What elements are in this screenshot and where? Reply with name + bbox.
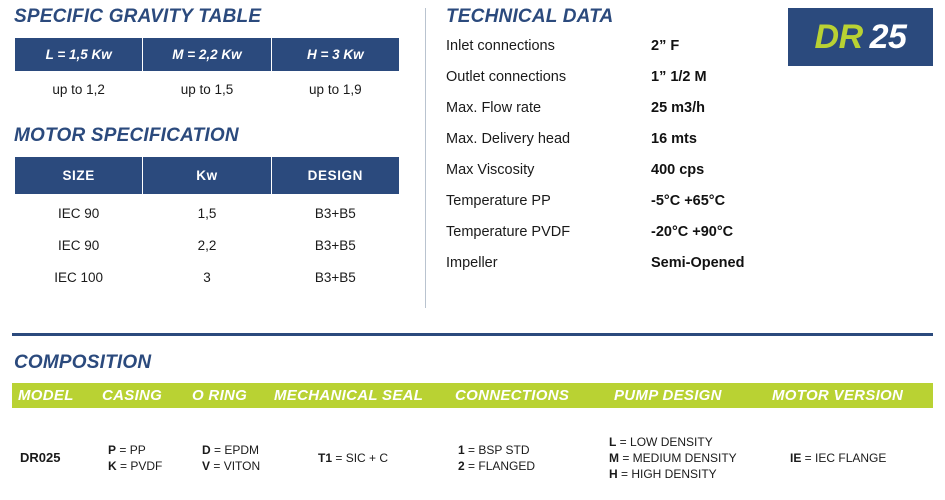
- comp-connections-item-0: 1 = BSP STD: [458, 443, 530, 457]
- sg-header-m: M = 2,2 Kw: [143, 38, 271, 72]
- composition-header-bar: [12, 383, 933, 408]
- comp-header-o-ring: O RING: [192, 387, 248, 404]
- sg-value-h: up to 1,9: [271, 72, 399, 104]
- composition-body: [12, 430, 933, 492]
- motor-cell-design: B3+B5: [271, 227, 399, 259]
- motor-cell-kw: 2,2: [143, 227, 271, 259]
- technical-data-section: [446, 6, 776, 286]
- tech-row: [446, 100, 776, 131]
- technical-data-title: TECHNICAL DATA: [446, 6, 614, 27]
- left-column: [14, 6, 414, 291]
- comp-connections-values: [458, 442, 535, 474]
- table-row: [15, 72, 400, 104]
- motor-cell-size: IEC 90: [15, 195, 143, 228]
- tech-label: Max. Flow rate: [446, 100, 542, 116]
- tech-value: -5°C +65°C: [651, 193, 726, 209]
- motor-header-kw: Kw: [143, 157, 271, 195]
- table-header-row: [15, 38, 400, 72]
- comp-header-model: MODEL: [18, 387, 74, 404]
- comp-pump-design-item-0: L = LOW DENSITY: [609, 435, 713, 449]
- comp-model-value: DR025: [20, 450, 61, 465]
- comp-connections-item-1: 2 = FLANGED: [458, 459, 536, 473]
- tech-value: -20°C +90°C: [651, 224, 734, 240]
- comp-oring-item-0: D = EPDM: [202, 443, 260, 457]
- table-row: [15, 259, 400, 291]
- motor-cell-design: B3+B5: [271, 259, 399, 291]
- tech-row: [446, 162, 776, 193]
- motor-cell-kw: 1,5: [143, 195, 271, 228]
- comp-pump-design-values: [609, 434, 737, 482]
- sg-value-l: up to 1,2: [15, 72, 143, 104]
- specific-gravity-title: SPECIFIC GRAVITY TABLE: [14, 6, 262, 27]
- motor-specification-table: [14, 156, 400, 291]
- tech-row: [446, 69, 776, 100]
- comp-pump-design-item-2: H = HIGH DENSITY: [609, 467, 717, 481]
- specific-gravity-table: [14, 37, 400, 103]
- tech-row: [446, 131, 776, 162]
- tech-label: Max. Delivery head: [446, 131, 571, 147]
- tech-label: Outlet connections: [446, 69, 567, 85]
- tech-row: [446, 255, 776, 286]
- tech-row: [446, 38, 776, 69]
- table-row: [15, 195, 400, 228]
- comp-motor-version-item-0: IE = IEC FLANGE: [790, 451, 887, 465]
- comp-mechanical-seal-values: [318, 450, 388, 466]
- product-logo: [788, 8, 933, 66]
- tech-value: 1” 1/2 M: [651, 69, 707, 85]
- motor-header-design: DESIGN: [271, 157, 399, 195]
- tech-label: Inlet connections: [446, 38, 555, 54]
- tech-label: Temperature PP: [446, 193, 551, 209]
- comp-motor-version-values: [790, 450, 886, 466]
- tech-value: 2” F: [651, 38, 680, 54]
- comp-pump-design-item-1: M = MEDIUM DENSITY: [609, 451, 737, 465]
- tech-row: [446, 224, 776, 255]
- tech-label: Temperature PVDF: [446, 224, 571, 240]
- composition-title: COMPOSITION: [14, 352, 152, 373]
- motor-cell-kw: 3: [143, 259, 271, 291]
- comp-header-motor-version: MOTOR VERSION: [772, 387, 904, 404]
- motor-cell-size: IEC 100: [15, 259, 143, 291]
- tech-value: 16 mts: [651, 131, 697, 147]
- motor-cell-design: B3+B5: [271, 195, 399, 228]
- comp-casing-values: [108, 442, 162, 474]
- comp-header-mechanical-seal: MECHANICAL SEAL: [274, 387, 424, 404]
- motor-specification-title: MOTOR SPECIFICATION: [14, 125, 239, 146]
- tech-row: [446, 193, 776, 224]
- logo-prefix: DR: [814, 17, 863, 56]
- motor-header-size: SIZE: [15, 157, 143, 195]
- table-header-row: [15, 157, 400, 195]
- comp-casing-item-1: K = PVDF: [108, 459, 163, 473]
- sg-header-h: H = 3 Kw: [271, 38, 399, 72]
- table-row: [15, 227, 400, 259]
- tech-value: Semi-Opened: [651, 255, 745, 271]
- comp-header-casing: CASING: [102, 387, 163, 404]
- comp-oring-values: [202, 442, 260, 474]
- comp-header-pump-design: PUMP DESIGN: [614, 387, 722, 404]
- comp-casing-item-0: P = PP: [108, 443, 146, 457]
- tech-label: Impeller: [446, 255, 498, 271]
- comp-header-connections: CONNECTIONS: [455, 387, 570, 404]
- comp-mechanical-seal-item-0: T1 = SIC + C: [318, 451, 389, 465]
- tech-value: 400 cps: [651, 162, 705, 178]
- tech-label: Max Viscosity: [446, 162, 535, 178]
- motor-cell-size: IEC 90: [15, 227, 143, 259]
- sg-header-l: L = 1,5 Kw: [15, 38, 143, 72]
- sg-value-m: up to 1,5: [143, 72, 271, 104]
- logo-number: 25: [869, 17, 907, 56]
- comp-oring-item-1: V = VITON: [202, 459, 261, 473]
- horizontal-divider: [12, 333, 933, 336]
- tech-value: 25 m3/h: [651, 100, 705, 116]
- vertical-divider: [425, 8, 426, 308]
